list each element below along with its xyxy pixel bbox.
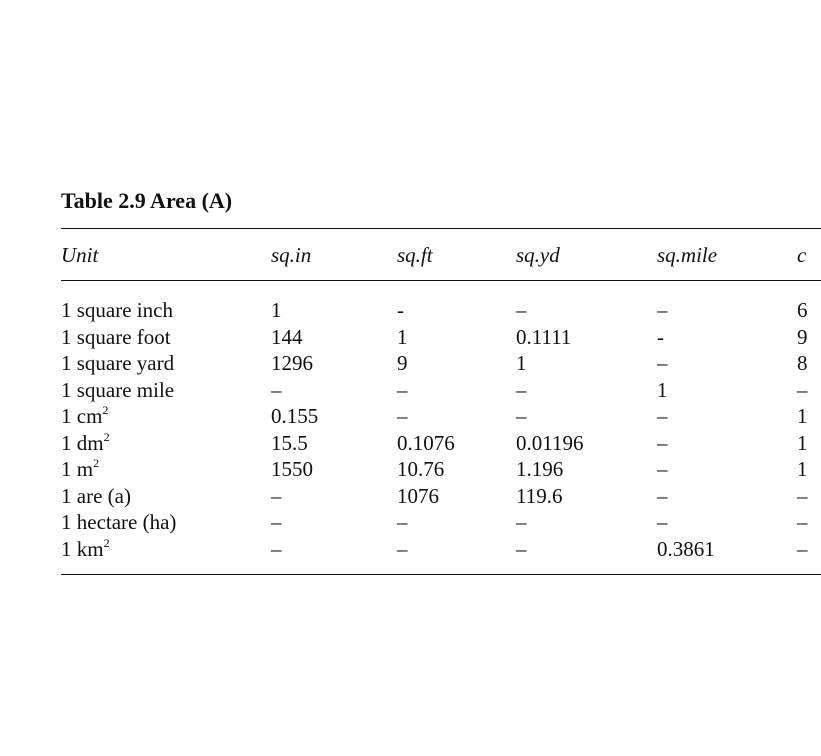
unit-cell	[61, 297, 173, 324]
unit-cell	[61, 456, 99, 483]
value-cell: –	[516, 298, 527, 322]
unit-label: 1 square yard	[61, 351, 175, 375]
unit-exponent: 2	[93, 456, 100, 470]
value-cell: –	[797, 536, 808, 561]
value-cell: 1.196	[516, 457, 564, 481]
value-cell: 1296	[271, 351, 313, 375]
unit-label: 1 km	[61, 536, 104, 561]
table-body	[0, 297, 808, 562]
value-cell: 1	[797, 404, 808, 428]
header-sq-mile: sq.mile	[657, 243, 718, 267]
table-row	[0, 377, 808, 404]
value-cell: –	[657, 298, 668, 322]
unit-cell	[61, 509, 176, 536]
unit-cell	[61, 403, 108, 430]
header-unit: Unit	[61, 243, 99, 267]
unit-label: 1 m	[61, 457, 94, 481]
header-sq-yd: sq.yd	[516, 243, 560, 267]
value-cell: –	[271, 510, 282, 534]
header-rule	[61, 280, 821, 281]
value-cell: 0.3861	[657, 536, 715, 561]
top-rule	[61, 228, 821, 229]
value-cell: 1	[797, 430, 808, 455]
header-sq-in: sq.in	[271, 243, 312, 267]
unit-exponent: 2	[103, 429, 110, 444]
value-cell: –	[516, 404, 527, 428]
unit-cell	[61, 377, 174, 404]
unit-label: 1 are (a)	[61, 483, 131, 508]
value-cell: 9	[397, 351, 408, 375]
value-cell: 9	[797, 324, 808, 349]
value-cell: –	[271, 377, 282, 402]
value-cell: –	[657, 510, 668, 534]
value-cell: –	[397, 536, 408, 561]
table-row	[0, 483, 808, 510]
value-cell: 1550	[271, 457, 313, 481]
table-row	[0, 403, 808, 430]
value-cell: 0.1111	[516, 324, 572, 349]
value-cell: –	[657, 457, 668, 481]
value-cell: –	[397, 404, 408, 428]
unit-label: 1 square mile	[61, 377, 175, 402]
value-cell: –	[397, 510, 408, 534]
table-row	[0, 509, 808, 536]
table-row	[0, 297, 808, 324]
table-caption: Table 2.9 Area (A)	[61, 188, 233, 213]
value-cell: -	[397, 298, 404, 322]
table-header-row	[0, 242, 807, 270]
value-cell: –	[657, 430, 668, 455]
unit-exponent: 2	[102, 403, 109, 417]
value-cell: 1076	[397, 483, 439, 508]
value-cell: –	[797, 483, 808, 508]
value-cell: 6	[797, 298, 808, 322]
value-cell: -	[657, 324, 664, 349]
value-cell: –	[397, 377, 408, 402]
unit-label: 1 hectare (ha)	[61, 510, 177, 534]
value-cell: –	[797, 377, 808, 402]
value-cell: 1	[516, 351, 527, 375]
value-cell: –	[271, 536, 282, 561]
value-cell: 0.155	[271, 404, 319, 428]
value-cell: –	[516, 377, 527, 402]
unit-label: 1 dm	[61, 430, 104, 455]
value-cell: –	[271, 483, 282, 508]
value-cell: 119.6	[516, 483, 563, 508]
bottom-rule	[61, 574, 821, 575]
unit-label: 1 square foot	[61, 324, 171, 349]
unit-exponent: 2	[103, 535, 110, 550]
value-cell: –	[516, 536, 527, 561]
value-cell: 15.5	[271, 430, 308, 455]
value-cell: 1	[271, 298, 282, 322]
value-cell: 144	[271, 324, 303, 349]
unit-cell	[61, 324, 171, 351]
unit-cell	[61, 483, 131, 510]
unit-cell	[61, 536, 110, 563]
value-cell: 0.01196	[516, 430, 584, 455]
table-row	[0, 456, 808, 483]
value-cell: –	[797, 510, 808, 534]
table-row	[0, 429, 808, 457]
value-cell: 1	[797, 457, 808, 481]
table-row	[0, 535, 808, 563]
value-cell: –	[657, 404, 668, 428]
header-truncated: c	[797, 243, 807, 267]
value-cell: –	[657, 351, 668, 375]
value-cell: 0.1076	[397, 430, 455, 455]
unit-cell	[61, 430, 110, 457]
value-cell: –	[657, 483, 668, 508]
unit-cell	[61, 350, 174, 377]
value-cell: 1	[397, 324, 408, 349]
value-cell: 1	[657, 377, 668, 402]
table-row	[0, 324, 808, 351]
value-cell: –	[516, 510, 527, 534]
table-row	[0, 350, 808, 377]
value-cell: 10.76	[397, 457, 445, 481]
value-cell: 8	[797, 351, 808, 375]
header-sq-ft: sq.ft	[397, 243, 433, 267]
unit-label: 1 cm	[61, 404, 103, 428]
unit-label: 1 square inch	[61, 298, 173, 322]
